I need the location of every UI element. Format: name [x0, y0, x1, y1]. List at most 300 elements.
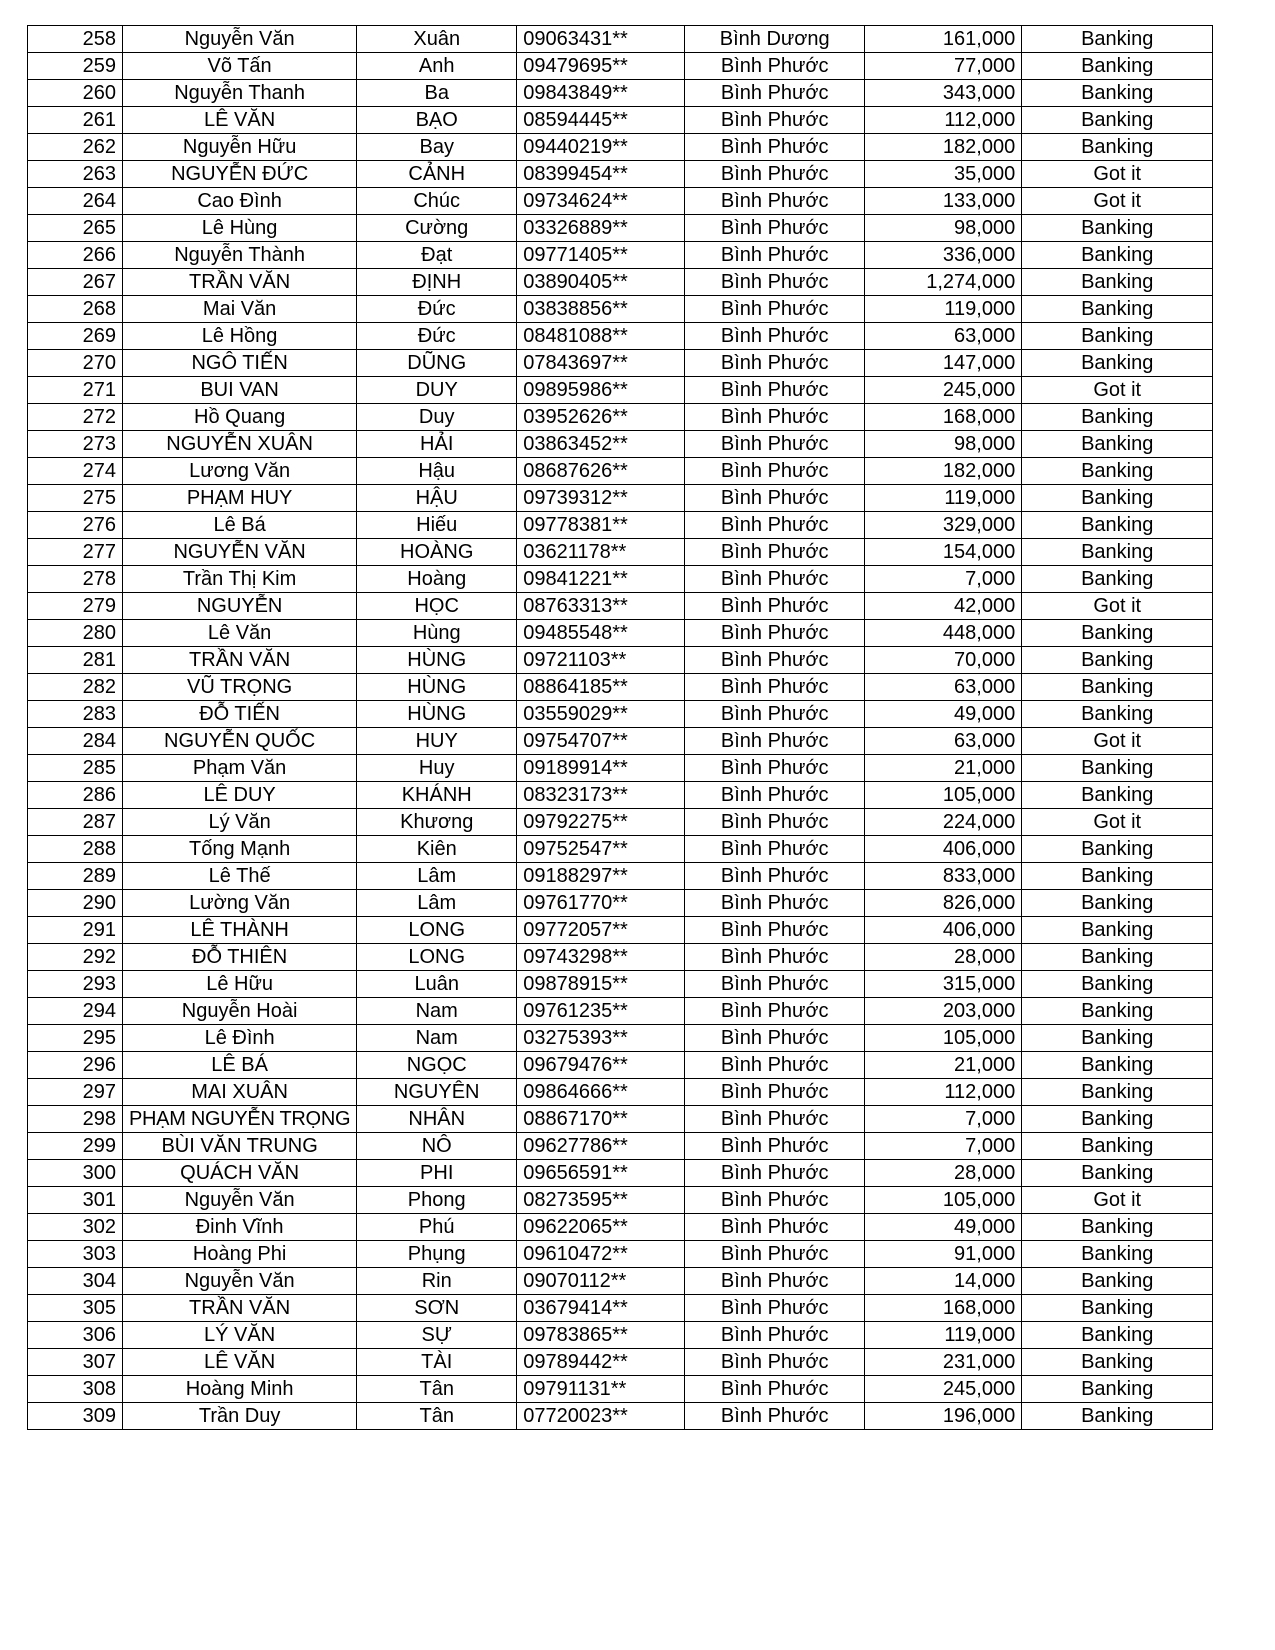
- cell-phone: 09841221**: [517, 566, 685, 593]
- cell-number: 304: [28, 1268, 123, 1295]
- cell-payment-method: Banking: [1022, 836, 1213, 863]
- cell-payment-method: Got it: [1022, 161, 1213, 188]
- cell-given-name: Ba: [357, 80, 517, 107]
- cell-payment-method: Banking: [1022, 782, 1213, 809]
- cell-phone: 09070112**: [517, 1268, 685, 1295]
- cell-amount: 406,000: [865, 917, 1022, 944]
- cell-number: 272: [28, 404, 123, 431]
- table-row: [28, 485, 1213, 512]
- cell-phone: 08867170**: [517, 1106, 685, 1133]
- cell-surname: PHẠM NGUYỄN TRỌNG: [123, 1106, 357, 1133]
- cell-province: Bình Phước: [685, 809, 865, 836]
- cell-amount: 63,000: [865, 674, 1022, 701]
- cell-payment-method: Banking: [1022, 107, 1213, 134]
- cell-payment-method: Banking: [1022, 323, 1213, 350]
- cell-province: Bình Phước: [685, 404, 865, 431]
- cell-phone: 03621178**: [517, 539, 685, 566]
- cell-payment-method: Banking: [1022, 998, 1213, 1025]
- cell-surname: Lương Văn: [123, 458, 357, 485]
- cell-surname: Nguyễn Hữu: [123, 134, 357, 161]
- cell-province: Bình Phước: [685, 782, 865, 809]
- cell-amount: 119,000: [865, 1322, 1022, 1349]
- cell-surname: NGUYỄN XUÂN: [123, 431, 357, 458]
- cell-number: 288: [28, 836, 123, 863]
- cell-phone: 09778381**: [517, 512, 685, 539]
- cell-phone: 09878915**: [517, 971, 685, 998]
- cell-payment-method: Banking: [1022, 1079, 1213, 1106]
- cell-given-name: Khương: [357, 809, 517, 836]
- cell-surname: NGÔ TIẾN: [123, 350, 357, 377]
- cell-number: 306: [28, 1322, 123, 1349]
- cell-amount: 161,000: [865, 26, 1022, 53]
- cell-amount: 28,000: [865, 1160, 1022, 1187]
- cell-province: Bình Phước: [685, 458, 865, 485]
- cell-given-name: DŨNG: [357, 350, 517, 377]
- cell-amount: 147,000: [865, 350, 1022, 377]
- cell-phone: 09721103**: [517, 647, 685, 674]
- cell-given-name: NÔ: [357, 1133, 517, 1160]
- cell-given-name: Lâm: [357, 863, 517, 890]
- cell-phone: 09063431**: [517, 26, 685, 53]
- table-row: [28, 269, 1213, 296]
- cell-phone: 09771405**: [517, 242, 685, 269]
- cell-number: 281: [28, 647, 123, 674]
- cell-amount: 28,000: [865, 944, 1022, 971]
- table-row: [28, 107, 1213, 134]
- cell-phone: 09895986**: [517, 377, 685, 404]
- cell-surname: Lê Đình: [123, 1025, 357, 1052]
- cell-phone: 03559029**: [517, 701, 685, 728]
- cell-payment-method: Banking: [1022, 242, 1213, 269]
- cell-payment-method: Banking: [1022, 269, 1213, 296]
- cell-given-name: Hùng: [357, 620, 517, 647]
- cell-given-name: Lâm: [357, 890, 517, 917]
- cell-given-name: Kiên: [357, 836, 517, 863]
- cell-number: 295: [28, 1025, 123, 1052]
- cell-province: Bình Phước: [685, 1349, 865, 1376]
- cell-province: Bình Phước: [685, 1052, 865, 1079]
- cell-payment-method: Banking: [1022, 1268, 1213, 1295]
- table-row: [28, 1322, 1213, 1349]
- cell-province: Bình Phước: [685, 1106, 865, 1133]
- cell-surname: QUÁCH VĂN: [123, 1160, 357, 1187]
- cell-surname: Lê Hồng: [123, 323, 357, 350]
- cell-phone: 09734624**: [517, 188, 685, 215]
- cell-phone: 09761770**: [517, 890, 685, 917]
- cell-province: Bình Phước: [685, 647, 865, 674]
- cell-number: 289: [28, 863, 123, 890]
- cell-surname: Phạm Văn: [123, 755, 357, 782]
- cell-surname: TRẦN VĂN: [123, 647, 357, 674]
- cell-surname: Lê Hùng: [123, 215, 357, 242]
- cell-surname: Trần Thị Kim: [123, 566, 357, 593]
- cell-province: Bình Phước: [685, 107, 865, 134]
- cell-number: 307: [28, 1349, 123, 1376]
- cell-surname: Lường Văn: [123, 890, 357, 917]
- cell-amount: 21,000: [865, 755, 1022, 782]
- cell-number: 264: [28, 188, 123, 215]
- cell-amount: 63,000: [865, 728, 1022, 755]
- cell-phone: 09783865**: [517, 1322, 685, 1349]
- cell-given-name: BẠO: [357, 107, 517, 134]
- cell-payment-method: Got it: [1022, 377, 1213, 404]
- cell-given-name: HÙNG: [357, 701, 517, 728]
- cell-payment-method: Banking: [1022, 1052, 1213, 1079]
- cell-number: 279: [28, 593, 123, 620]
- cell-surname: LÊ BÁ: [123, 1052, 357, 1079]
- cell-payment-method: Banking: [1022, 26, 1213, 53]
- table-row: [28, 350, 1213, 377]
- cell-amount: 329,000: [865, 512, 1022, 539]
- table-row: [28, 566, 1213, 593]
- cell-province: Bình Phước: [685, 134, 865, 161]
- table-row: [28, 215, 1213, 242]
- table-row: [28, 1403, 1213, 1430]
- table-row: [28, 512, 1213, 539]
- cell-amount: 245,000: [865, 1376, 1022, 1403]
- table-row: [28, 971, 1213, 998]
- cell-amount: 105,000: [865, 1187, 1022, 1214]
- cell-province: Bình Phước: [685, 620, 865, 647]
- cell-province: Bình Phước: [685, 728, 865, 755]
- cell-payment-method: Banking: [1022, 53, 1213, 80]
- cell-amount: 203,000: [865, 998, 1022, 1025]
- cell-given-name: SỰ: [357, 1322, 517, 1349]
- cell-given-name: Nam: [357, 1025, 517, 1052]
- cell-payment-method: Got it: [1022, 809, 1213, 836]
- cell-province: Bình Phước: [685, 944, 865, 971]
- cell-amount: 168,000: [865, 404, 1022, 431]
- cell-surname: Hoàng Minh: [123, 1376, 357, 1403]
- cell-surname: NGUYỄN VĂN: [123, 539, 357, 566]
- table-row: [28, 404, 1213, 431]
- cell-phone: 09752547**: [517, 836, 685, 863]
- cell-province: Bình Phước: [685, 1403, 865, 1430]
- cell-number: 258: [28, 26, 123, 53]
- cell-surname: PHẠM HUY: [123, 485, 357, 512]
- cell-given-name: HÙNG: [357, 647, 517, 674]
- cell-given-name: LONG: [357, 944, 517, 971]
- table-row: [28, 1187, 1213, 1214]
- cell-number: 305: [28, 1295, 123, 1322]
- cell-number: 274: [28, 458, 123, 485]
- cell-phone: 08323173**: [517, 782, 685, 809]
- cell-phone: 09843849**: [517, 80, 685, 107]
- cell-province: Bình Phước: [685, 512, 865, 539]
- cell-province: Bình Phước: [685, 188, 865, 215]
- cell-payment-method: Banking: [1022, 1349, 1213, 1376]
- cell-payment-method: Banking: [1022, 296, 1213, 323]
- cell-number: 297: [28, 1079, 123, 1106]
- table-row: [28, 1295, 1213, 1322]
- cell-surname: LÊ THÀNH: [123, 917, 357, 944]
- cell-surname: Trần Duy: [123, 1403, 357, 1430]
- cell-surname: Nguyễn Thanh: [123, 80, 357, 107]
- cell-given-name: ĐỊNH: [357, 269, 517, 296]
- cell-given-name: NGỌC: [357, 1052, 517, 1079]
- cell-province: Bình Phước: [685, 1214, 865, 1241]
- cell-phone: 03679414**: [517, 1295, 685, 1322]
- cell-province: Bình Phước: [685, 1133, 865, 1160]
- cell-given-name: HỌC: [357, 593, 517, 620]
- cell-given-name: Duy: [357, 404, 517, 431]
- cell-payment-method: Banking: [1022, 215, 1213, 242]
- cell-province: Bình Phước: [685, 998, 865, 1025]
- cell-given-name: HUY: [357, 728, 517, 755]
- table-row: [28, 458, 1213, 485]
- cell-number: 308: [28, 1376, 123, 1403]
- cell-phone: 08763313**: [517, 593, 685, 620]
- cell-number: 269: [28, 323, 123, 350]
- cell-surname: ĐỖ THIÊN: [123, 944, 357, 971]
- cell-phone: 03326889**: [517, 215, 685, 242]
- cell-amount: 182,000: [865, 134, 1022, 161]
- cell-phone: 09792275**: [517, 809, 685, 836]
- cell-amount: 119,000: [865, 296, 1022, 323]
- cell-payment-method: Banking: [1022, 539, 1213, 566]
- table-row: [28, 1268, 1213, 1295]
- cell-amount: 315,000: [865, 971, 1022, 998]
- cell-province: Bình Phước: [685, 269, 865, 296]
- cell-province: Bình Phước: [685, 971, 865, 998]
- cell-amount: 70,000: [865, 647, 1022, 674]
- cell-payment-method: Banking: [1022, 431, 1213, 458]
- cell-amount: 105,000: [865, 1025, 1022, 1052]
- cell-surname: Nguyễn Văn: [123, 26, 357, 53]
- cell-number: 302: [28, 1214, 123, 1241]
- cell-phone: 09679476**: [517, 1052, 685, 1079]
- cell-payment-method: Got it: [1022, 188, 1213, 215]
- cell-payment-method: Banking: [1022, 620, 1213, 647]
- cell-given-name: Phong: [357, 1187, 517, 1214]
- cell-province: Bình Phước: [685, 1241, 865, 1268]
- cell-payment-method: Banking: [1022, 1376, 1213, 1403]
- cell-amount: 63,000: [865, 323, 1022, 350]
- cell-payment-method: Banking: [1022, 1106, 1213, 1133]
- cell-given-name: Cường: [357, 215, 517, 242]
- table-row: [28, 1376, 1213, 1403]
- cell-given-name: Hiếu: [357, 512, 517, 539]
- cell-given-name: Huy: [357, 755, 517, 782]
- cell-province: Bình Phước: [685, 377, 865, 404]
- cell-surname: NGUYỄN QUỐC: [123, 728, 357, 755]
- cell-amount: 21,000: [865, 1052, 1022, 1079]
- cell-surname: NGUYỄN: [123, 593, 357, 620]
- cell-amount: 112,000: [865, 1079, 1022, 1106]
- cell-given-name: Tân: [357, 1403, 517, 1430]
- cell-payment-method: Banking: [1022, 1160, 1213, 1187]
- cell-number: 293: [28, 971, 123, 998]
- cell-amount: 231,000: [865, 1349, 1022, 1376]
- cell-amount: 7,000: [865, 1133, 1022, 1160]
- cell-surname: LÊ VĂN: [123, 107, 357, 134]
- table-row: [28, 647, 1213, 674]
- cell-province: Bình Phước: [685, 485, 865, 512]
- table-row: [28, 1025, 1213, 1052]
- cell-surname: Mai Văn: [123, 296, 357, 323]
- cell-given-name: HÙNG: [357, 674, 517, 701]
- cell-number: 299: [28, 1133, 123, 1160]
- cell-payment-method: Banking: [1022, 701, 1213, 728]
- cell-phone: 09627786**: [517, 1133, 685, 1160]
- cell-given-name: Nam: [357, 998, 517, 1025]
- cell-payment-method: Banking: [1022, 863, 1213, 890]
- cell-phone: 09189914**: [517, 755, 685, 782]
- cell-province: Bình Phước: [685, 1268, 865, 1295]
- cell-phone: 09772057**: [517, 917, 685, 944]
- cell-number: 265: [28, 215, 123, 242]
- cell-amount: 182,000: [865, 458, 1022, 485]
- cell-amount: 1,274,000: [865, 269, 1022, 296]
- table-row: [28, 1133, 1213, 1160]
- cell-payment-method: Banking: [1022, 890, 1213, 917]
- cell-province: Bình Phước: [685, 53, 865, 80]
- cell-number: 291: [28, 917, 123, 944]
- cell-number: 290: [28, 890, 123, 917]
- cell-surname: Nguyễn Hoài: [123, 998, 357, 1025]
- cell-phone: 07843697**: [517, 350, 685, 377]
- cell-province: Bình Dương: [685, 26, 865, 53]
- cell-given-name: DUY: [357, 377, 517, 404]
- cell-number: 278: [28, 566, 123, 593]
- cell-given-name: Chúc: [357, 188, 517, 215]
- cell-phone: 09188297**: [517, 863, 685, 890]
- table-row: [28, 80, 1213, 107]
- cell-number: 273: [28, 431, 123, 458]
- cell-number: 259: [28, 53, 123, 80]
- cell-number: 298: [28, 1106, 123, 1133]
- cell-given-name: HẬU: [357, 485, 517, 512]
- cell-number: 267: [28, 269, 123, 296]
- cell-surname: MAI XUÂN: [123, 1079, 357, 1106]
- cell-number: 261: [28, 107, 123, 134]
- cell-surname: Hồ Quang: [123, 404, 357, 431]
- cell-amount: 336,000: [865, 242, 1022, 269]
- cell-amount: 49,000: [865, 1214, 1022, 1241]
- cell-number: 294: [28, 998, 123, 1025]
- cell-province: Bình Phước: [685, 1295, 865, 1322]
- table-row: [28, 1106, 1213, 1133]
- cell-phone: 03952626**: [517, 404, 685, 431]
- cell-phone: 09754707**: [517, 728, 685, 755]
- cell-phone: 08273595**: [517, 1187, 685, 1214]
- cell-number: 292: [28, 944, 123, 971]
- table-row: [28, 1214, 1213, 1241]
- cell-surname: Lê Văn: [123, 620, 357, 647]
- cell-phone: 09791131**: [517, 1376, 685, 1403]
- cell-surname: Nguyễn Văn: [123, 1187, 357, 1214]
- cell-given-name: Đức: [357, 323, 517, 350]
- cell-phone: 03838856**: [517, 296, 685, 323]
- table-row: [28, 890, 1213, 917]
- cell-number: 285: [28, 755, 123, 782]
- table-row: [28, 1241, 1213, 1268]
- cell-number: 277: [28, 539, 123, 566]
- cell-province: Bình Phước: [685, 566, 865, 593]
- cell-given-name: Đức: [357, 296, 517, 323]
- cell-province: Bình Phước: [685, 242, 865, 269]
- cell-given-name: Luân: [357, 971, 517, 998]
- cell-amount: 224,000: [865, 809, 1022, 836]
- cell-payment-method: Banking: [1022, 1133, 1213, 1160]
- cell-payment-method: Got it: [1022, 593, 1213, 620]
- table-row: [28, 728, 1213, 755]
- cell-amount: 49,000: [865, 701, 1022, 728]
- cell-province: Bình Phước: [685, 1079, 865, 1106]
- cell-province: Bình Phước: [685, 1025, 865, 1052]
- cell-surname: TRẦN VĂN: [123, 269, 357, 296]
- cell-phone: 08481088**: [517, 323, 685, 350]
- cell-number: 286: [28, 782, 123, 809]
- cell-given-name: NHÂN: [357, 1106, 517, 1133]
- cell-given-name: PHI: [357, 1160, 517, 1187]
- cell-province: Bình Phước: [685, 539, 865, 566]
- cell-phone: 09622065**: [517, 1214, 685, 1241]
- cell-province: Bình Phước: [685, 1376, 865, 1403]
- cell-payment-method: Banking: [1022, 1295, 1213, 1322]
- cell-surname: BÙI VĂN TRUNG: [123, 1133, 357, 1160]
- table-row: [28, 323, 1213, 350]
- cell-given-name: Đạt: [357, 242, 517, 269]
- cell-province: Bình Phước: [685, 836, 865, 863]
- table-row: [28, 1079, 1213, 1106]
- cell-surname: Lê Thế: [123, 863, 357, 890]
- cell-province: Bình Phước: [685, 161, 865, 188]
- cell-surname: Nguyễn Thành: [123, 242, 357, 269]
- cell-given-name: Hoàng: [357, 566, 517, 593]
- cell-province: Bình Phước: [685, 1322, 865, 1349]
- cell-surname: LÊ VĂN: [123, 1349, 357, 1376]
- cell-amount: 98,000: [865, 431, 1022, 458]
- cell-number: 300: [28, 1160, 123, 1187]
- cell-surname: BUI VAN: [123, 377, 357, 404]
- cell-surname: VŨ TRỌNG: [123, 674, 357, 701]
- cell-phone: 09656591**: [517, 1160, 685, 1187]
- cell-surname: LÊ DUY: [123, 782, 357, 809]
- cell-payment-method: Banking: [1022, 1403, 1213, 1430]
- cell-phone: 03275393**: [517, 1025, 685, 1052]
- cell-payment-method: Banking: [1022, 1214, 1213, 1241]
- cell-surname: Tống Mạnh: [123, 836, 357, 863]
- cell-surname: Hoàng Phi: [123, 1241, 357, 1268]
- cell-phone: 09610472**: [517, 1241, 685, 1268]
- cell-phone: 09479695**: [517, 53, 685, 80]
- cell-amount: 245,000: [865, 377, 1022, 404]
- cell-phone: 09739312**: [517, 485, 685, 512]
- table-row: [28, 755, 1213, 782]
- cell-province: Bình Phước: [685, 701, 865, 728]
- cell-payment-method: Banking: [1022, 512, 1213, 539]
- table-row: [28, 944, 1213, 971]
- cell-surname: Lý Văn: [123, 809, 357, 836]
- table-row: [28, 1052, 1213, 1079]
- cell-amount: 119,000: [865, 485, 1022, 512]
- cell-given-name: Rin: [357, 1268, 517, 1295]
- cell-given-name: LONG: [357, 917, 517, 944]
- cell-number: 287: [28, 809, 123, 836]
- cell-payment-method: Got it: [1022, 1187, 1213, 1214]
- cell-payment-method: Got it: [1022, 728, 1213, 755]
- cell-surname: Lê Hữu: [123, 971, 357, 998]
- cell-number: 309: [28, 1403, 123, 1430]
- cell-province: Bình Phước: [685, 674, 865, 701]
- table-row: [28, 701, 1213, 728]
- cell-given-name: NGUYÊN: [357, 1079, 517, 1106]
- cell-amount: 112,000: [865, 107, 1022, 134]
- cell-given-name: Bay: [357, 134, 517, 161]
- table-row: [28, 1349, 1213, 1376]
- table-row: [28, 296, 1213, 323]
